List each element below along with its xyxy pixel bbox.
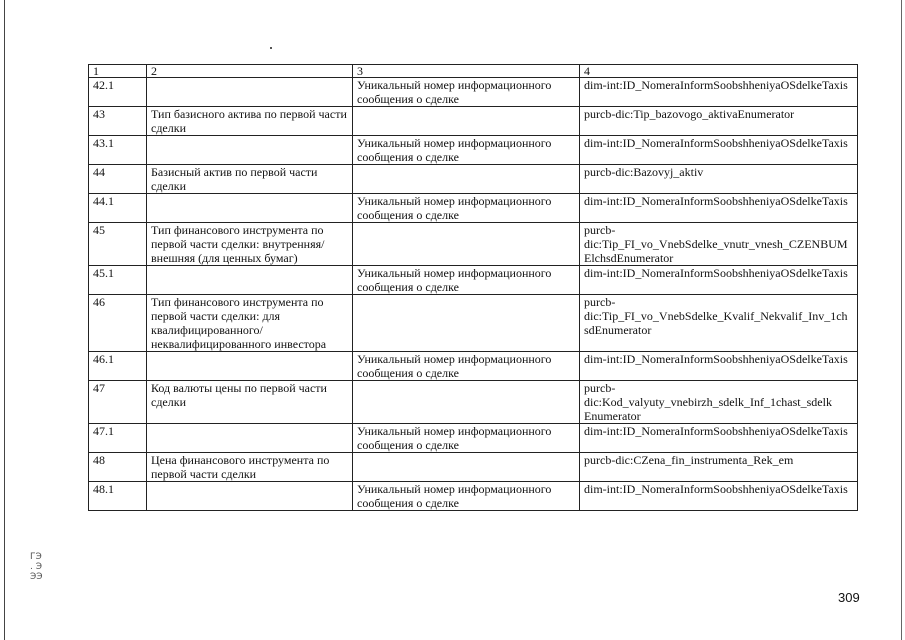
table-row <box>89 381 858 424</box>
row-description: Уникальный номер информационного сообщения о сделке <box>353 424 580 453</box>
row-number: 43 <box>89 107 147 136</box>
row-description: Уникальный номер информационного сообщения о сделке <box>353 78 580 107</box>
row-code: dim-int:ID_NomeraInformSoobshheniyaOSdelkeTaxis <box>580 482 858 511</box>
row-number: 44 <box>89 165 147 194</box>
row-code: purcb-dic:CZena_fin_instrumenta_Rek_em <box>580 453 858 482</box>
row-name <box>147 266 353 295</box>
scan-speck <box>270 47 272 49</box>
table-row <box>89 453 858 482</box>
scan-edge-right <box>901 0 902 640</box>
row-number: 45.1 <box>89 266 147 295</box>
row-name: Тип базисного актива по первой части сделки <box>147 107 353 136</box>
row-number: 42.1 <box>89 78 147 107</box>
row-code: dim-int:ID_NomeraInformSoobshheniyaOSdelkeTaxis <box>580 136 858 165</box>
row-description: Уникальный номер информационного сообщения о сделке <box>353 352 580 381</box>
row-name: Тип финансового инструмента по первой части сделки: внутренняя/ внешняя (для ценных бумаг) <box>147 223 353 266</box>
row-name <box>147 78 353 107</box>
row-code: purcb-dic:Kod_valyuty_vnebirzh_sdelk_Inf_1chast_sdelk Enumerator <box>580 381 858 424</box>
table-row <box>89 223 858 266</box>
column-header-3: 3 <box>353 65 580 78</box>
table-row <box>89 78 858 107</box>
row-name <box>147 352 353 381</box>
row-code: dim-int:ID_NomeraInformSoobshheniyaOSdelkeTaxis <box>580 78 858 107</box>
table-row <box>89 194 858 223</box>
column-header-1: 1 <box>89 65 147 78</box>
row-name: Базисный актив по первой части сделки <box>147 165 353 194</box>
row-number: 47 <box>89 381 147 424</box>
table-row <box>89 424 858 453</box>
margin-scan-mark: ГЭ . Э ЭЭ <box>30 552 43 582</box>
row-description <box>353 107 580 136</box>
column-header-2: 2 <box>147 65 353 78</box>
row-number: 48 <box>89 453 147 482</box>
row-code: dim-int:ID_NomeraInformSoobshheniyaOSdelkeTaxis <box>580 424 858 453</box>
row-number: 44.1 <box>89 194 147 223</box>
table-row <box>89 107 858 136</box>
row-description <box>353 453 580 482</box>
table-row <box>89 165 858 194</box>
row-number: 45 <box>89 223 147 266</box>
row-name: Тип финансового инструмента по первой части сделки: для квалифицированного/ неквалифицированного инвестора <box>147 295 353 352</box>
page-number: 309 <box>838 590 860 605</box>
row-description: Уникальный номер информационного сообщения о сделке <box>353 266 580 295</box>
table-row <box>89 352 858 381</box>
table-row <box>89 482 858 511</box>
table-header-row <box>89 65 858 78</box>
row-description <box>353 295 580 352</box>
row-name: Цена финансового инструмента по первой части сделки <box>147 453 353 482</box>
row-number: 46.1 <box>89 352 147 381</box>
attribute-table <box>88 64 858 511</box>
table-row <box>89 136 858 165</box>
scan-edge-left <box>4 0 5 640</box>
row-code: dim-int:ID_NomeraInformSoobshheniyaOSdelkeTaxis <box>580 352 858 381</box>
row-description: Уникальный номер информационного сообщения о сделке <box>353 482 580 511</box>
row-description <box>353 381 580 424</box>
row-name: Код валюты цены по первой части сделки <box>147 381 353 424</box>
row-name <box>147 424 353 453</box>
column-header-4: 4 <box>580 65 858 78</box>
table-row <box>89 266 858 295</box>
row-description <box>353 165 580 194</box>
row-code: purcb-dic:Tip_FI_vo_VnebSdelke_vnutr_vnesh_CZENBUMElchsdEnumerator <box>580 223 858 266</box>
row-description: Уникальный номер информационного сообщения о сделке <box>353 136 580 165</box>
row-code: dim-int:ID_NomeraInformSoobshheniyaOSdelkeTaxis <box>580 266 858 295</box>
row-name <box>147 482 353 511</box>
row-description <box>353 223 580 266</box>
row-number: 47.1 <box>89 424 147 453</box>
row-code: purcb-dic:Tip_bazovogo_aktivaEnumerator <box>580 107 858 136</box>
row-code: dim-int:ID_NomeraInformSoobshheniyaOSdelkeTaxis <box>580 194 858 223</box>
row-number: 46 <box>89 295 147 352</box>
row-code: purcb-dic:Bazovyj_aktiv <box>580 165 858 194</box>
row-name <box>147 194 353 223</box>
row-name <box>147 136 353 165</box>
row-description: Уникальный номер информационного сообщения о сделке <box>353 194 580 223</box>
row-number: 48.1 <box>89 482 147 511</box>
table-row <box>89 295 858 352</box>
row-code: purcb-dic:Tip_FI_vo_VnebSdelke_Kvalif_Nekvalif_Inv_1chsdEnumerator <box>580 295 858 352</box>
row-number: 43.1 <box>89 136 147 165</box>
